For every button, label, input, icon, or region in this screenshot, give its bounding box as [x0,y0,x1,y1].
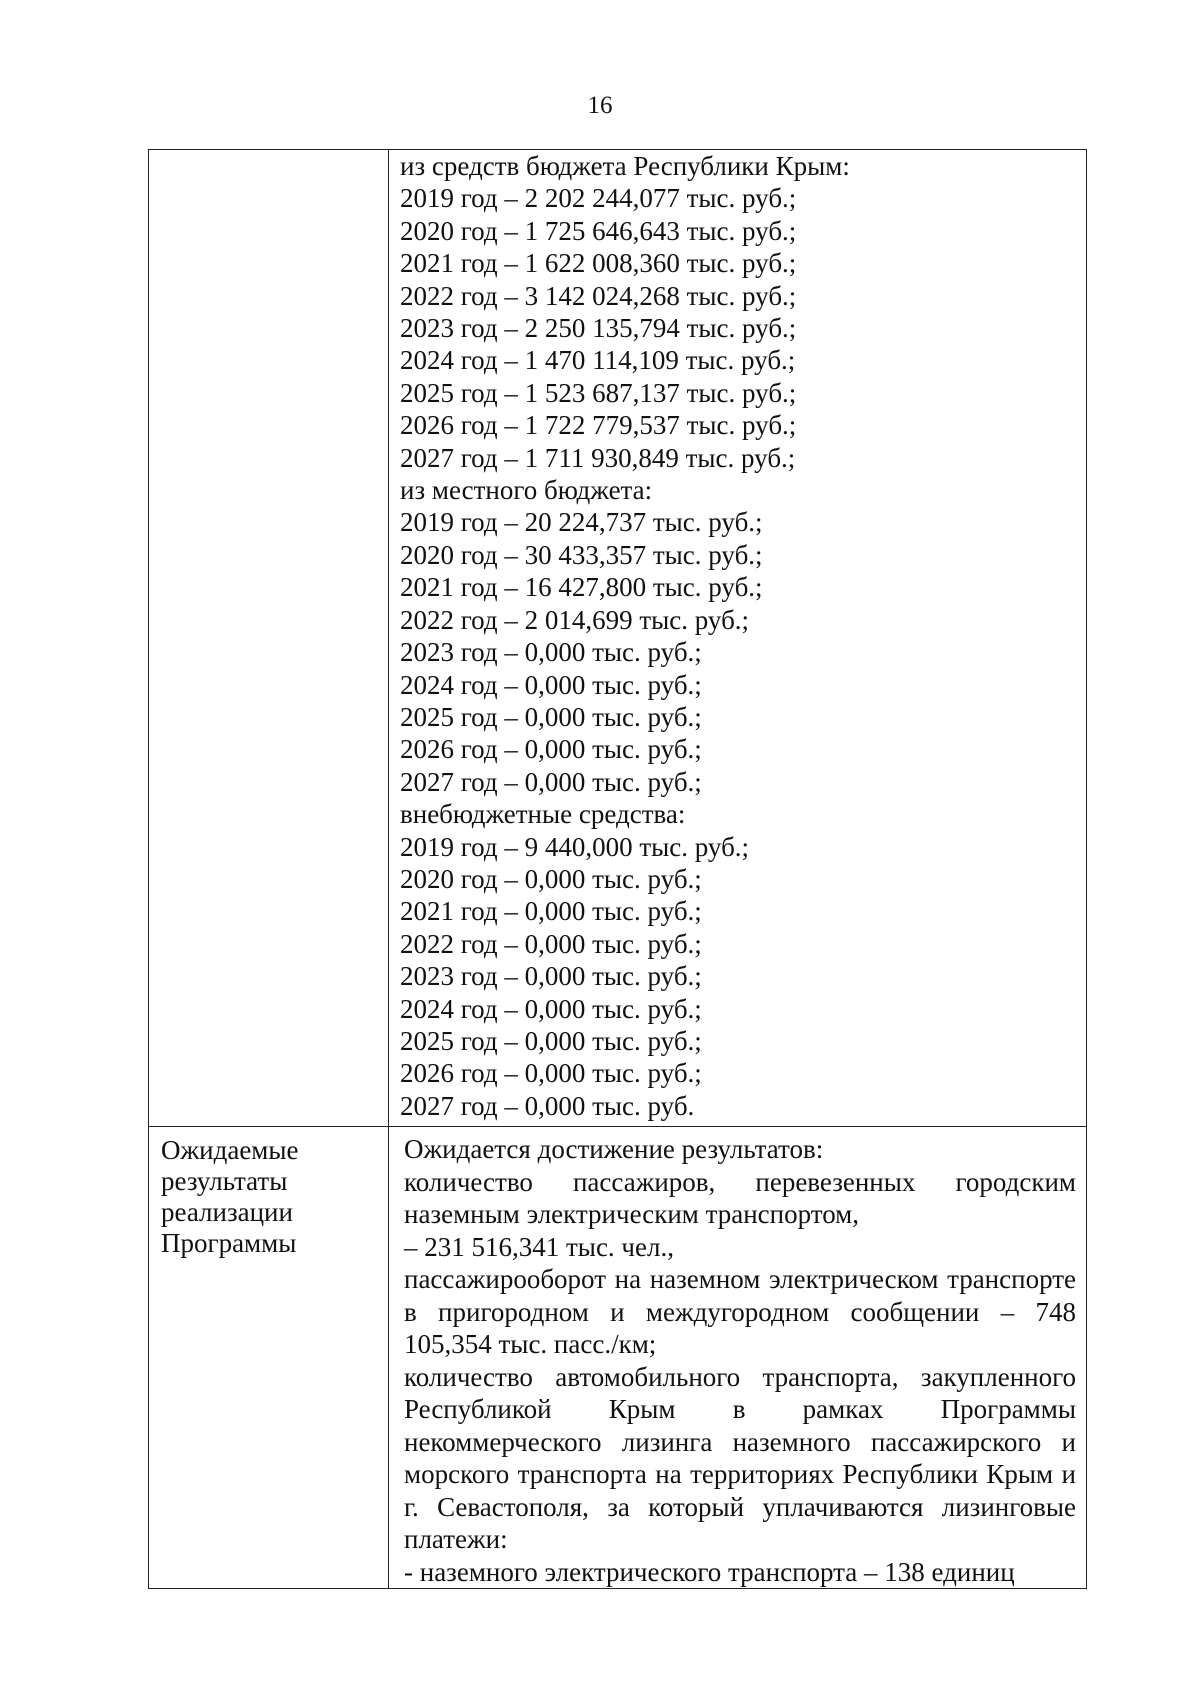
extra-budget-2025: 2025 год – 0,000 тыс. руб.; [400,1025,702,1056]
local-budget-2025: 2025 год – 0,000 тыс. руб.; [400,701,702,732]
extra-budget-heading: внебюджетные средства: [400,799,686,830]
local-budget-2027: 2027 год – 0,000 тыс. руб.; [400,766,702,797]
results-intro: Ожидается достижение результатов: [404,1134,824,1165]
local-budget-heading: из местного бюджета: [400,475,653,506]
results-label-line-4: Программы [161,1228,297,1259]
results-label-cell [149,1127,389,1589]
results-electric-transport: - наземного электрического транспорта – 138 единиц [404,1556,1015,1587]
program-passport-table [148,149,1087,1589]
republic-budget-2019: 2019 год – 2 202 244,077 тыс. руб.; [400,183,797,214]
local-budget-2026: 2026 год – 0,000 тыс. руб.; [400,734,702,765]
republic-budget-2021: 2021 год – 1 622 008,360 тыс. руб.; [400,248,797,279]
results-label-line-2: результаты [161,1166,288,1197]
republic-budget-2025: 2025 год – 1 523 687,137 тыс. руб.; [400,377,797,408]
page-number: 16 [587,92,613,119]
funding-label-cell [149,150,389,1127]
republic-budget-2024: 2024 год – 1 470 114,109 тыс. руб.; [400,345,796,376]
local-budget-2022: 2022 год – 2 014,699 тыс. руб.; [400,604,750,635]
extra-budget-2027: 2027 год – 0,000 тыс. руб. [400,1090,695,1121]
results-vehicles: количество автомобильного транспорта, закупленного Республикой Крым в рамках Программы некоммерческого лизинга наземного пассажирского и морского транспорта на территориях Республики Крым и г. Севастополя, за который уплачиваются лизинговые платежи: [404,1361,1076,1555]
extra-budget-2026: 2026 год – 0,000 тыс. руб.; [400,1058,702,1089]
extra-budget-2019: 2019 год – 9 440,000 тыс. руб.; [400,831,750,862]
republic-budget-2027: 2027 год – 1 711 930,849 тыс. руб.; [400,442,796,473]
funding-row [149,150,1087,1127]
funding-values-cell [389,150,1087,1127]
local-budget-2024: 2024 год – 0,000 тыс. руб.; [400,669,702,700]
republic-budget-2026: 2026 год – 1 722 779,537 тыс. руб.; [400,410,797,441]
republic-budget-2020: 2020 год – 1 725 646,643 тыс. руб.; [400,215,797,246]
results-row [149,1127,1087,1589]
results-label-line-1: Ожидаемые [161,1135,299,1166]
results-turnover: пассажирооборот на наземном электрическом транспорте в пригородном и междугородном сообщении – 748 105,354 тыс. пасс./км; [404,1264,1076,1360]
republic-budget-2022: 2022 год – 3 142 024,268 тыс. руб.; [400,280,797,311]
republic-budget-heading: из средств бюджета Республики Крым: [400,151,850,181]
local-budget-2020: 2020 год – 30 433,357 тыс. руб.; [400,539,763,570]
results-passengers: количество пассажиров, перевезенных городским наземным электрическим транспортом, [404,1166,1076,1230]
extra-budget-2023: 2023 год – 0,000 тыс. руб.; [400,961,702,992]
extra-budget-2022: 2022 год – 0,000 тыс. руб.; [400,928,702,959]
local-budget-2019: 2019 год – 20 224,737 тыс. руб.; [400,507,763,538]
extra-budget-2024: 2024 год – 0,000 тыс. руб.; [400,993,702,1024]
local-budget-2023: 2023 год – 0,000 тыс. руб.; [400,637,702,668]
extra-budget-2021: 2021 год – 0,000 тыс. руб.; [400,896,702,927]
results-passengers-value: – 231 516,341 тыс. чел., [404,1231,674,1262]
results-values-cell [389,1127,1087,1589]
results-label-line-3: реализации [161,1197,293,1228]
extra-budget-2020: 2020 год – 0,000 тыс. руб.; [400,863,702,894]
republic-budget-2023: 2023 год – 2 250 135,794 тыс. руб.; [400,313,797,344]
local-budget-2021: 2021 год – 16 427,800 тыс. руб.; [400,572,763,603]
